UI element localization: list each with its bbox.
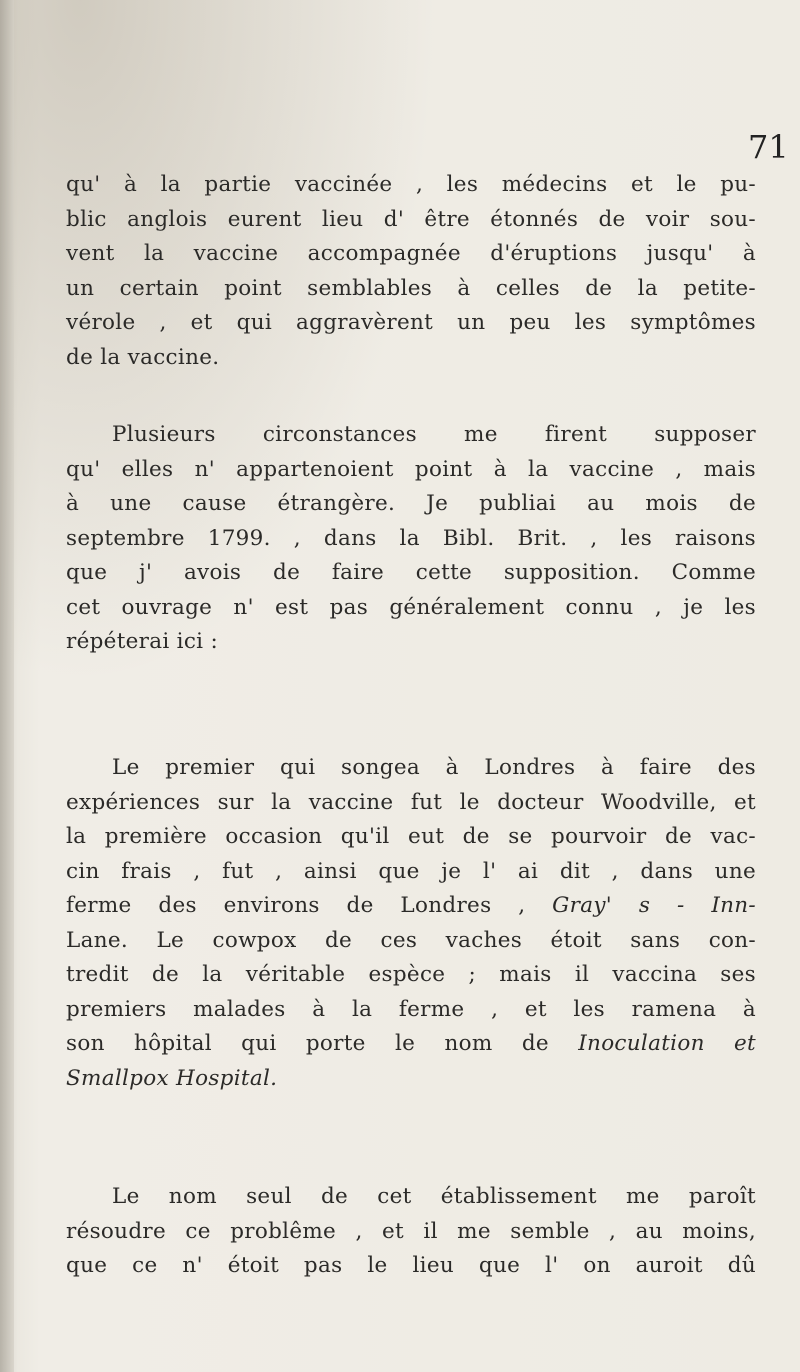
- place-name: Gray' s - Inn-: [552, 893, 756, 918]
- text-line: répéterai ici :: [66, 629, 219, 654]
- paragraph-4: [66, 1180, 756, 1284]
- paragraph-1: [66, 168, 756, 375]
- text-line: de la vaccine.: [66, 344, 220, 370]
- text-line: qu' elles n' appartenoient point à la vaccine , mais: [66, 456, 756, 482]
- paragraph-2: [66, 418, 756, 660]
- text-segment: ferme des environs de Londres ,: [66, 893, 553, 918]
- text-segment: son hôpital qui porte le nom de: [66, 1031, 579, 1056]
- hospital-name-part: Inoculation et: [578, 1031, 756, 1056]
- text-line: Plusieurs circonstances me firent supposer: [112, 422, 756, 447]
- text-line: Lane. Le cowpox de ces vaches étoit sans con-: [66, 927, 756, 953]
- text-line: la première occasion qu'il eut de se pourvoir de vac-: [66, 824, 756, 849]
- text-line: à une cause étrangère. Je publiai au mois de: [66, 491, 756, 516]
- text-line: Le nom seul de cet établissement me paroît: [112, 1184, 756, 1209]
- paragraph-3: [66, 751, 756, 1096]
- text-line: premiers malades à la ferme , et les ramena à: [66, 996, 756, 1022]
- text-line: que ce n' étoit pas le lieu que l' on auroit dû: [66, 1253, 756, 1278]
- text-line: septembre 1799. , dans la Bibl. Brit. , les raisons: [66, 525, 756, 551]
- page-binding-edge: [0, 0, 14, 1372]
- text-line: cet ouvrage n' est pas généralement connu , je les: [66, 594, 756, 620]
- text-line: vérole , et qui aggravèrent un peu les symptômes: [66, 310, 756, 335]
- text-line: que j' avois de faire cette supposition. Comme: [66, 560, 756, 585]
- text-line: qu' à la partie vaccinée , les médecins et le pu-: [66, 172, 756, 197]
- text-line: Le premier qui songea à Londres à faire des: [112, 755, 756, 780]
- text-line: résoudre ce problême , et il me semble , au moins,: [66, 1218, 756, 1244]
- text-line: cin frais , fut , ainsi que je l' ai dit , dans une: [66, 858, 756, 884]
- text-line: vent la vaccine accompagnée d'éruptions jusqu' à: [66, 241, 756, 266]
- page-number: 71: [748, 128, 789, 166]
- text-line-with-place-name: [66, 889, 756, 924]
- text-line: tredit de la véritable espèce ; mais il vaccina ses: [66, 962, 756, 987]
- text-line: expériences sur la vaccine fut le docteur Woodville, et: [66, 789, 756, 815]
- text-line-with-hospital-name: [66, 1027, 756, 1062]
- hospital-name-end: Smallpox Hospital.: [66, 1065, 278, 1091]
- text-line: un certain point semblables à celles de la petite-: [66, 275, 756, 301]
- text-line: blic anglois eurent lieu d' être étonnés de voir sou-: [66, 206, 756, 232]
